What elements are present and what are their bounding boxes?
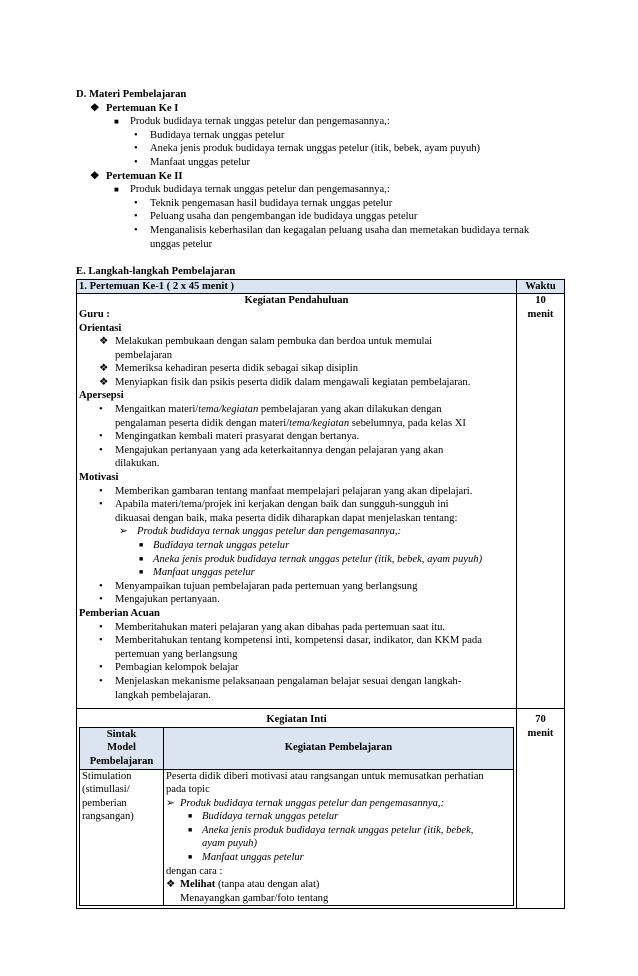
dot-bullet-icon: • [99,675,103,687]
list-item: ■ Budidaya ternak unggas petelur [188,811,339,823]
pendahuluan-cell [77,294,517,709]
dot-bullet-icon: • [134,211,138,223]
inti-inner-table [79,727,514,907]
list-item: ❖ Melakukan pembukaan dengan salam pembuka dan berdoa untuk memulai [99,336,433,348]
square-bullet-icon: ■ [139,554,144,563]
square-bullet-icon: ■ [188,825,193,834]
list-item: ❖ Memeriksa kehadiran peserta didik sebagai sikap disiplin [99,363,358,375]
dot-bullet-icon: • [99,431,103,443]
list-item: • Mengaitkan materi/tema/kegiatan pembelajaran yang akan dilakukan dengan [99,404,442,416]
list-item-continuation: pertemuan yang berlangsung [115,648,238,660]
list-item-continuation: Menayangkan gambar/foto tentang [180,892,329,904]
list-item: • Memberikan gambaran tentang manfaat mempelajari pelajaran yang akan dipelajari. [99,485,473,497]
diamond-bullet-icon: ❖ [90,170,100,182]
list-item: ■ Aneka jenis produk budidaya ternak unggas petelur (itik, bebek, ayam puyuh) [139,553,483,565]
list-item-continuation: dikuasai dengan baik, maka peserta didik diharapkan dapat menjelaskan tentang: [115,512,458,524]
lesson-steps-table [76,279,565,910]
motivasi-title: Motivasi [79,472,119,484]
list-item: • Teknik pengemasan hasil budidaya ternak unggas petelur [134,197,393,209]
list-item-continuation: pengalaman peserta didik dengan materi/tema/kegiatan sebelumnya, pada kelas XI [115,417,466,429]
section-e-title: E. Langkah-langkah Pembelajaran [76,266,236,278]
meeting-1-title: ❖ Pertemuan Ke I [90,102,179,114]
dot-bullet-icon: • [99,499,103,511]
list-item-continuation: ayam puyuh) [202,838,258,850]
meeting-header: 1. Pertemuan Ke-1 ( 2 x 45 menit ) [77,279,517,294]
diamond-bullet-icon: ❖ [166,879,176,891]
arrow-bullet-icon: ➢ [119,526,128,538]
table-row [80,769,514,906]
list-item: ❖ Melihat (tanpa atau dengan alat) [166,879,320,891]
list-item-continuation: langkah pembelajaran. [115,689,211,701]
inti-title: Kegiatan Inti [266,714,327,726]
square-bullet-icon: ■ [139,568,144,577]
document-page [76,88,563,909]
acuan-title: Pemberian Acuan [79,607,160,619]
list-item-continuation: unggas petelur [150,238,213,250]
guru-label: Guru : [79,308,110,320]
orientasi-title: Orientasi [79,322,122,334]
list-item: • Pembagian kelompok belajar [99,662,239,674]
table-header-row [77,279,565,294]
list-item: • Menyampaikan tujuan pembelajaran pada pertemuan yang berlangsung [99,580,418,592]
apersepsi-title: Apersepsi [79,390,124,402]
list-item: ❖ Menyiapkan fisik dan psikis peserta didik dalam mengawali kegiatan pembelajaran. [99,376,471,388]
list-item: ■ Aneka jenis produk budidaya ternak unggas petelur (itik, bebek, [188,824,474,836]
diamond-bullet-icon: ❖ [99,336,109,348]
pendahuluan-row [77,294,565,709]
kegiatan-header: Kegiatan Pembelajaran [164,727,514,769]
list-item: ➢ Produk budidaya ternak unggas petelur dan pengemasannya,: [166,797,445,809]
list-item: • Memberitahukan tentang kompetensi inti, kompetensi dasar, indikator, dan KKM pada [99,635,482,647]
diamond-bullet-icon: ❖ [99,363,109,375]
list-item: • Manfaat unggas petelur [134,156,251,168]
list-item: ■ Manfaat unggas petelur [139,567,255,579]
list-item: ➢ Produk budidaya ternak unggas petelur dan pengemasannya,: [119,526,402,538]
diamond-bullet-icon: ❖ [99,376,109,388]
stage-cell: Stimulation (stimullasi/ pemberian rangsangan) [80,769,164,906]
diamond-bullet-icon: ❖ [90,102,100,114]
list-item: • Menjelaskan mekanisme pelaksanaan pengalaman belajar sesuai dengan langkah- [99,675,462,687]
dot-bullet-icon: • [134,156,138,168]
list-item: ■ Manfaat unggas petelur [188,852,304,864]
dot-bullet-icon: • [99,621,103,633]
meeting-2-topic: ■ Produk budidaya ternak unggas petelur dan pengemasannya,: [114,184,390,196]
meeting-1-topic: ■ Produk budidaya ternak unggas petelur dan pengemasannya,: [114,116,390,128]
square-bullet-icon: ■ [188,853,193,862]
inti-row [77,709,565,909]
dot-bullet-icon: • [99,444,103,456]
list-item: ■ Budidaya ternak unggas petelur [139,540,290,551]
list-item: • Budidaya ternak unggas petelur [134,129,285,141]
dot-bullet-icon: • [99,580,103,592]
square-bullet-icon: ■ [188,812,193,821]
section-d-title: D. Materi Pembelajaran [76,89,187,100]
list-item: • Mengajukan pertanyaan. [99,594,220,606]
pendahuluan-title: Kegiatan Pendahuluan [244,295,349,307]
dot-bullet-icon: • [134,197,138,209]
dot-bullet-icon: • [99,485,103,497]
inti-cell [77,709,517,909]
meeting-2-title: ❖ Pertemuan Ke II [90,170,183,182]
pendahuluan-time: 10 menit [517,294,565,709]
dot-bullet-icon: • [99,404,103,416]
square-bullet-icon: ■ [114,185,119,195]
square-bullet-icon: ■ [114,117,119,127]
sintak-header: Sintak Model Pembelajaran [80,727,164,769]
list-item: • Mengingatkan kembali materi prasyarat dengan bertanya. [99,431,360,443]
inti-time: 70 menit [517,709,565,909]
list-item: • Apabila materi/tema/projek ini kerjakan dengan baik dan sungguh-sungguh ini [99,499,449,511]
list-item: • Aneka jenis produk budidaya ternak unggas petelur (itik, bebek, ayam puyuh) [134,143,481,155]
list-item-continuation: pembelajaran [115,349,173,361]
dot-bullet-icon: • [134,224,138,236]
list-item: • Peluang usaha dan pengembangan ide budidaya unggas petelur [134,211,418,223]
dot-bullet-icon: • [99,635,103,647]
activity-cell: Peserta didik diberi motivasi atau rangsangan untuk memusatkan perhatian pada topic ➢ Produk budidaya ternak unggas petelur dan pengemasannya,: ■ Budidaya ternak unggas petelur ■ Aneka jenis produk budidaya ternak unggas petelur (itik, bebek, ayam puyuh) ■ Manfaat unggas petelur dengan cara : ❖ Melihat (tanpa atau dengan alat) Menayangkan gambar/foto tentang [164,769,514,906]
dot-bullet-icon: • [99,662,103,674]
arrow-bullet-icon: ➢ [166,797,175,809]
list-item: • Menganalisis keberhasilan dan kegagalan peluang usaha dan memetakan budidaya ternak [134,224,530,236]
time-header: Waktu [517,279,565,294]
dot-bullet-icon: • [99,594,103,606]
list-item: • Mengajukan pertanyaan yang ada keterkaitannya dengan pelajaran yang akan [99,444,444,456]
square-bullet-icon: ■ [139,541,144,549]
dot-bullet-icon: • [134,143,138,155]
list-item: • Memberitahukan materi pelajaran yang akan dibahas pada pertemuan saat itu. [99,621,446,633]
inner-header-row [80,727,514,769]
dot-bullet-icon: • [134,129,138,141]
list-item-continuation: dilakukan. [115,458,160,470]
